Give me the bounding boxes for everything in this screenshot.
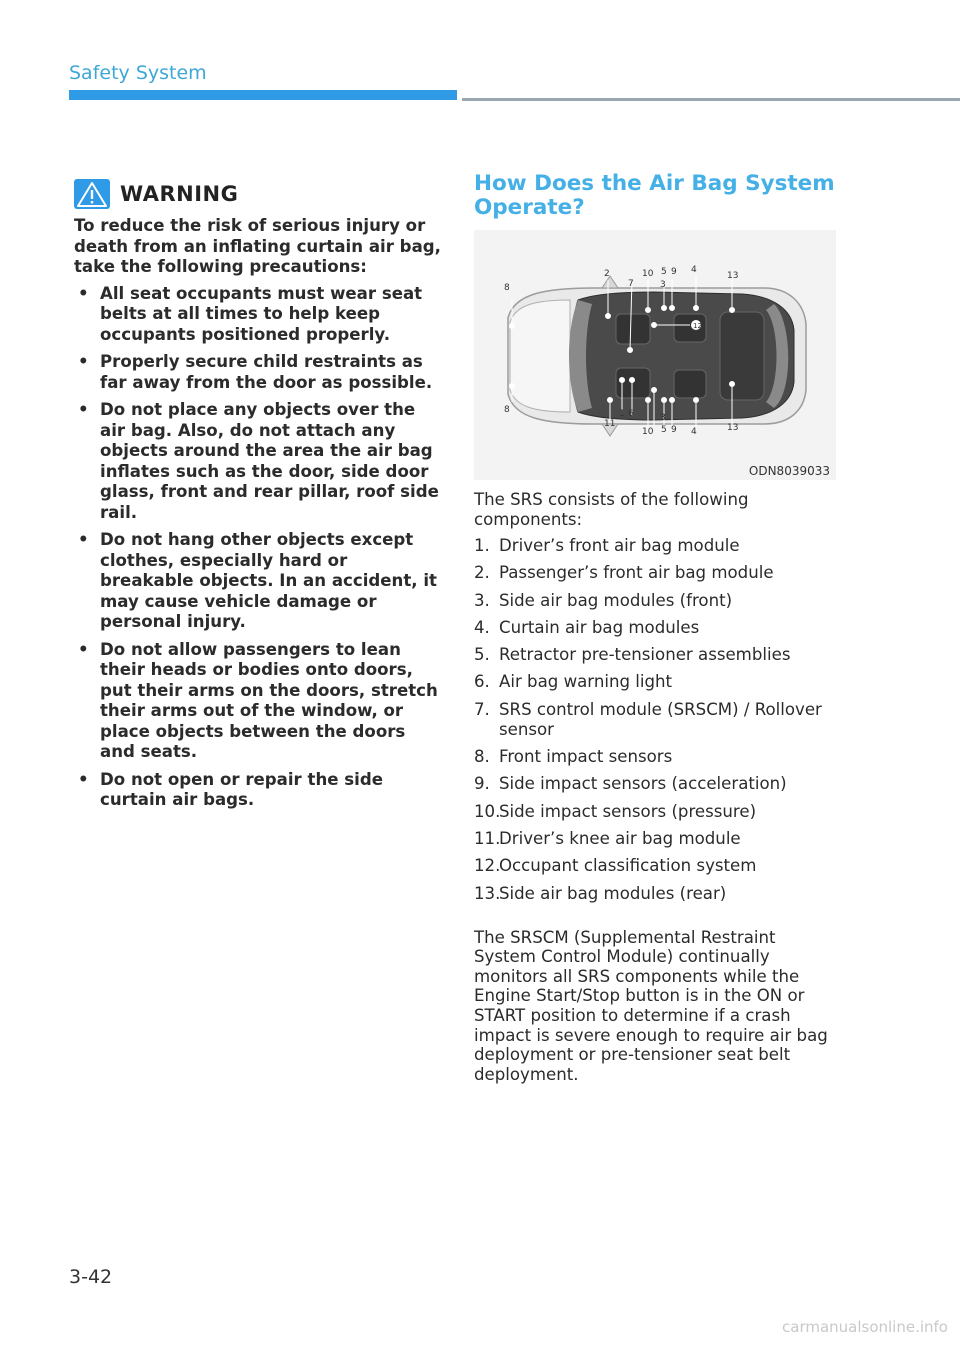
airbag-diagram bbox=[474, 230, 836, 480]
list-item: 9. Side impact sensors (acceleration) bbox=[474, 774, 787, 794]
srscm-paragraph: The SRSCM (Supplemental Restraint System Control Module) continually monitors all SRS components while the Engine Start/Stop button is in the ON or START position to determine if a crash impact is severe enough to require air bag deployment or pre-tensioner seat belt deployment. bbox=[474, 927, 828, 1084]
warning-intro: To reduce the risk of serious injury or death from an inflating curtain air bag, take the following precautions: bbox=[74, 216, 441, 276]
callout-label: 11 bbox=[604, 419, 616, 429]
warning-item: • Do not allow passengers to lean their heads or bodies onto doors, put their arms on the doors, stretch their arms out of the window, or place objects between the doors and seats. bbox=[78, 639, 438, 761]
callout-label: 4 bbox=[691, 427, 697, 437]
page-number: 3-42 bbox=[69, 1266, 113, 1288]
warning-heading bbox=[74, 178, 442, 210]
car-topview-illustration bbox=[474, 230, 836, 480]
airbag-section bbox=[474, 172, 836, 1084]
callout-label: 13 bbox=[727, 423, 739, 433]
airbag-heading: How Does the Air Bag System Operate? bbox=[474, 171, 835, 220]
list-item: 10. Side impact sensors (pressure) bbox=[474, 801, 757, 821]
header-bar-blue bbox=[69, 90, 457, 100]
callout-label: 8 bbox=[504, 283, 510, 293]
callout-label: 13 bbox=[727, 271, 739, 281]
warning-item: • Do not place any objects over the air bag. Also, do not attach any objects around the area the air bag inflates such as the door, side door glass, front and rear pillar, roof side rail. bbox=[78, 400, 439, 522]
components-lead: The SRS consists of the following components: bbox=[474, 490, 749, 529]
callout-label: 9 bbox=[671, 425, 677, 435]
list-item: 1. Driver’s front air bag module bbox=[474, 536, 740, 555]
list-item: 8. Front impact sensors bbox=[474, 747, 673, 767]
figure-code: ODN8039033 bbox=[748, 464, 830, 478]
callout-label: 12 bbox=[693, 322, 702, 330]
warning-triangle-icon bbox=[74, 179, 110, 209]
list-item: 12. Occupant classification system bbox=[474, 856, 757, 876]
list-item: 11. Driver’s knee air bag module bbox=[474, 828, 741, 848]
callout-label: 9 bbox=[671, 267, 677, 277]
warning-box bbox=[74, 178, 442, 818]
warning-item: • Do not hang other objects except clothes, especially hard or breakable objects. In an accident, it may cause vehicle damage or personal injury. bbox=[78, 530, 437, 631]
list-item: 4. Curtain air bag modules bbox=[474, 617, 700, 637]
callout-label: 4 bbox=[691, 265, 697, 275]
callout-label: 5 bbox=[661, 425, 667, 435]
list-item: 7. SRS control module (SRSCM) / Rollover sensor bbox=[474, 699, 822, 739]
callout-label: 1 bbox=[619, 409, 625, 419]
callout-label: 8 bbox=[504, 405, 510, 415]
list-item: 3. Side air bag modules (front) bbox=[474, 590, 733, 610]
callout-label: 3 bbox=[660, 413, 666, 423]
callout-label: 3 bbox=[660, 280, 666, 290]
warning-item: • Properly secure child restraints as far away from the door as possible. bbox=[78, 352, 433, 392]
warning-list bbox=[74, 284, 442, 811]
section-title: Safety System bbox=[69, 62, 207, 84]
callout-label: 2 bbox=[604, 269, 610, 279]
warning-title: WARNING bbox=[120, 182, 239, 206]
header-bar-gray bbox=[462, 98, 960, 101]
callout-label: 10 bbox=[642, 427, 654, 437]
list-item: 5. Retractor pre-tensioner assemblies bbox=[474, 645, 791, 665]
list-item: 6. Air bag warning light bbox=[474, 672, 673, 692]
list-item: 13. Side air bag modules (rear) bbox=[474, 883, 727, 903]
callout-label: 10 bbox=[642, 269, 654, 279]
list-item: 2. Passenger’s front air bag module bbox=[474, 563, 774, 583]
watermark-site: carmanualsonline.info bbox=[782, 1318, 948, 1336]
warning-item: • All seat occupants must wear seat belts at all times to help keep occupants positioned properly. bbox=[78, 283, 423, 344]
components-list bbox=[474, 536, 836, 904]
callout-label: 5 bbox=[661, 267, 667, 277]
callout-label: 6 bbox=[628, 409, 634, 419]
callout-label: 7 bbox=[628, 279, 634, 289]
warning-item: • Do not open or repair the side curtain air bags. bbox=[78, 769, 383, 809]
